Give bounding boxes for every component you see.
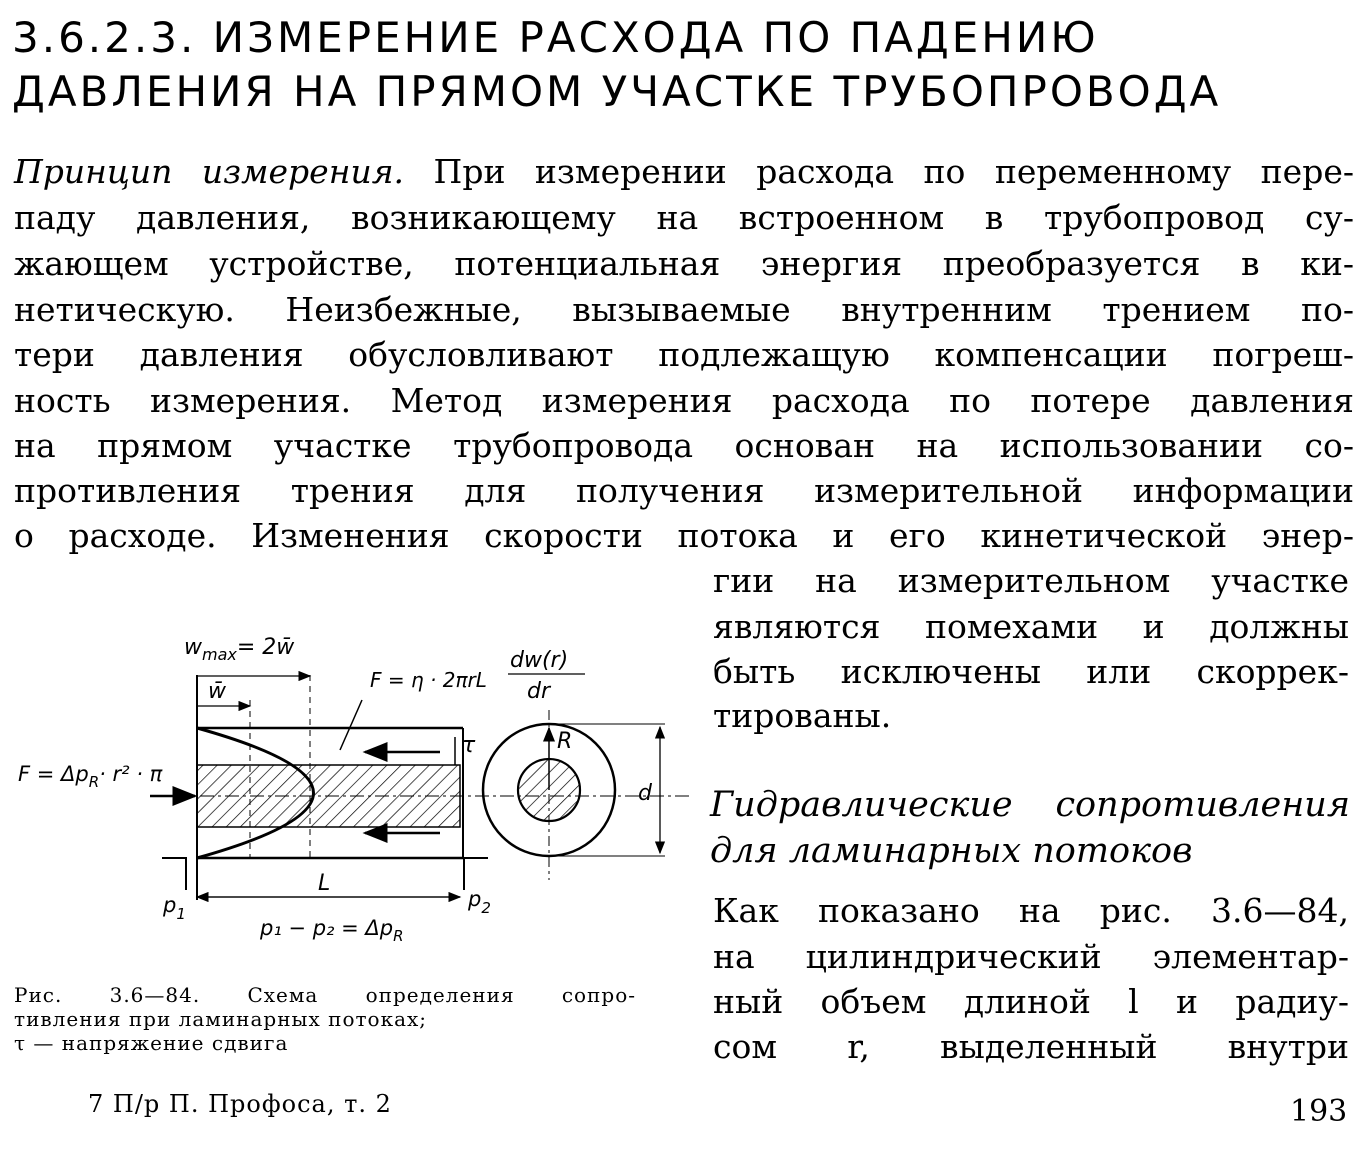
p2-label: $p_2$ [468, 887, 491, 917]
paragraph-line: ность измерения. Метод измерения расхода по потере давления [14, 381, 1354, 420]
footer-signature: 7 П/р П. Профоса, т. 2 [88, 1090, 392, 1118]
paragraph-line: жающем устройстве, потенциальная энергия преобразуется в ки- [14, 244, 1354, 283]
p1-label: $p_1$ [163, 893, 186, 923]
section-title-line-2: ДАВЛЕНИЯ НА ПРЯМОМ УЧАСТКЕ ТРУБОПРОВОДА [12, 67, 1222, 116]
wbar-label: w̄ [208, 679, 226, 704]
page-number: 193 [1290, 1094, 1348, 1129]
paragraph-line: на прямом участке трубопровода основан на использовании со- [14, 426, 1354, 465]
pressure-drop-label: $p_1 - p_2 = \Delta p_R$ [260, 916, 404, 945]
radius-label: R [557, 729, 573, 754]
paragraph-first-line-rest: При измерении расхода по переменному пере- [433, 152, 1354, 191]
wmax-label: $w_{max}=$ 2w̄ [184, 635, 295, 664]
paragraph-right-line: являются помехами и должны [713, 607, 1349, 646]
subsection-line: ный объем длиной l и радиу- [713, 982, 1349, 1021]
diameter-label: d [638, 781, 652, 806]
paragraph-line: тери давления обусловливают подлежащую компенсации погреш- [14, 335, 1354, 374]
pressure-force-label: $F = \Delta p_R\cdot r^2 \cdot \pi$ [18, 762, 163, 791]
paragraph-line: нетическую. Неизбежные, вызываемые внутренним трением по- [14, 290, 1354, 329]
section-title-line-1: 3.6.2.3. ИЗМЕРЕНИЕ РАСХОДА ПО ПАДЕНИЮ [12, 13, 1099, 62]
figure-caption-line: τ — напряжение сдвига [14, 1031, 289, 1055]
figure-caption-line: тивления при ламинарных потоках; [14, 1007, 428, 1031]
subsection-heading-line-1: Гидравлические сопротивления [710, 785, 1350, 825]
length-label: L [318, 871, 331, 896]
figure-caption-line: Рис. 3.6—84. Схема определения сопро- [14, 983, 636, 1007]
paragraph-line: противления трения для получения измерительной информации [14, 471, 1354, 510]
pipe-flow-diagram [0, 600, 700, 960]
subsection-heading-line-2: для ламинарных потоков [710, 831, 1193, 871]
paragraph-lead: Принцип измерения. [14, 152, 405, 191]
paragraph-right-line: гии на измерительном участке [713, 561, 1349, 600]
paragraph-right-line: быть исключены или скоррек- [713, 652, 1349, 691]
paragraph-line: паду давления, возникающему на встроенном в трубопровод су- [14, 198, 1354, 237]
shear-force-label: F = η · 2πrL [370, 668, 487, 692]
dw-numerator-label: dw(r) [510, 648, 569, 673]
subsection-line: Как показано на рис. 3.6—84, [713, 891, 1349, 930]
dw-denominator-label: dr [527, 679, 551, 704]
subsection-line: на цилиндрический элементар- [713, 937, 1349, 976]
paragraph-line: о расходе. Изменения скорости потока и его кинетической энер- [14, 516, 1354, 555]
paragraph-line [14, 151, 1354, 193]
tau-label: τ [462, 733, 476, 758]
paragraph-right-line: тированы. [713, 696, 892, 735]
subsection-line: сом r, выделенный внутри [713, 1027, 1349, 1066]
